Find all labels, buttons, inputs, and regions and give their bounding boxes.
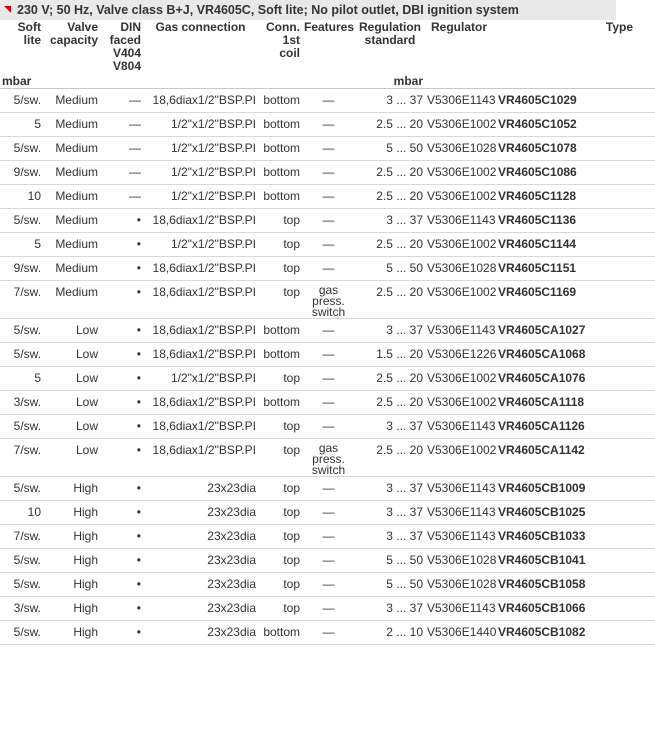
cell-valve-capacity: Medium [43,257,100,281]
cell-features: gas press. switch [302,439,355,477]
cell-regulation-standard: 3 ... 37 [355,319,425,343]
cell-type: VR4605CA1142 [493,439,655,477]
cell-features: — [302,113,355,137]
cell-din-faced: • [100,257,143,281]
cell-type: VR4605CA1126 [493,415,655,439]
cell-soft-lite: 5/sw. [0,137,43,161]
cell-regulator: V5306E1002 [425,367,493,391]
table-row [0,501,655,525]
cell-soft-lite: 7/sw. [0,439,43,477]
unit-soft-lite: mbar [0,74,43,89]
table-row [0,89,655,113]
cell-gas-connection: 1/2"x1/2"BSP.PI [143,113,258,137]
table-row [0,415,655,439]
cell-soft-lite: 5 [0,113,43,137]
cell-regulator: V5306E1143 [425,319,493,343]
cell-gas-connection: 18,6diax1/2"BSP.PI [143,281,258,319]
cell-regulation-standard: 5 ... 50 [355,573,425,597]
cell-features: — [302,209,355,233]
cell-soft-lite: 10 [0,185,43,209]
cell-regulator: V5306E1143 [425,501,493,525]
cell-regulation-standard: 2.5 ... 20 [355,113,425,137]
cell-valve-capacity: Medium [43,137,100,161]
cell-valve-capacity: High [43,477,100,501]
table-row [0,549,655,573]
unit-regulation-standard: mbar [355,74,425,89]
cell-regulation-standard: 2.5 ... 20 [355,367,425,391]
cell-regulation-standard: 3 ... 37 [355,501,425,525]
header-row [0,20,655,74]
cell-valve-capacity: High [43,597,100,621]
units-row [0,74,655,89]
cell-features: — [302,89,355,113]
cell-type: VR4605C1086 [493,161,655,185]
cell-features: — [302,549,355,573]
cell-soft-lite: 5 [0,367,43,391]
cell-soft-lite: 3/sw. [0,597,43,621]
cell-valve-capacity: High [43,501,100,525]
col-header-features: Features [304,20,355,34]
cell-regulation-standard: 2.5 ... 20 [355,161,425,185]
table-row [0,621,655,645]
table-row [0,209,655,233]
cell-features: — [302,415,355,439]
cell-conn-coil: top [258,233,302,257]
cell-type: VR4605CA1118 [493,391,655,415]
cell-gas-connection: 18,6diax1/2"BSP.PI [143,343,258,367]
cell-valve-capacity: Medium [43,209,100,233]
table-row [0,439,655,477]
collapse-triangle-icon[interactable] [4,6,11,13]
cell-features: — [302,257,355,281]
cell-gas-connection: 18,6diax1/2"BSP.PI [143,319,258,343]
cell-din-faced: • [100,439,143,477]
cell-regulator: V5306E1143 [425,415,493,439]
cell-din-faced: • [100,621,143,645]
cell-din-faced: • [100,477,143,501]
caption-text: 230 V; 50 Hz, Valve class B+J, VR4605C, Soft lite; No pilot outlet, DBI ignition system [17,3,519,17]
cell-gas-connection: 23x23dia [143,501,258,525]
cell-regulation-standard: 2.5 ... 20 [355,233,425,257]
cell-din-faced: — [100,161,143,185]
cell-regulator: V5306E1028 [425,257,493,281]
cell-gas-connection: 18,6diax1/2"BSP.PI [143,439,258,477]
cell-din-faced: • [100,343,143,367]
cell-conn-coil: bottom [258,137,302,161]
cell-valve-capacity: Medium [43,113,100,137]
cell-soft-lite: 5/sw. [0,89,43,113]
cell-valve-capacity: High [43,525,100,549]
cell-regulator: V5306E1143 [425,525,493,549]
cell-gas-connection: 23x23dia [143,525,258,549]
cell-gas-connection: 23x23dia [143,549,258,573]
cell-regulation-standard: 3 ... 37 [355,525,425,549]
cell-valve-capacity: Low [43,319,100,343]
cell-features: — [302,233,355,257]
cell-gas-connection: 18,6diax1/2"BSP.PI [143,209,258,233]
cell-regulator: V5306E1143 [425,477,493,501]
cell-din-faced: • [100,319,143,343]
cell-conn-coil: bottom [258,185,302,209]
cell-features: — [302,137,355,161]
cell-din-faced: • [100,209,143,233]
cell-regulator: V5306E1002 [425,391,493,415]
cell-conn-coil: top [258,367,302,391]
cell-regulation-standard: 5 ... 50 [355,137,425,161]
col-header-soft-lite: Soft lite [17,20,41,47]
cell-din-faced: — [100,113,143,137]
cell-din-faced: • [100,367,143,391]
cell-soft-lite: 5/sw. [0,573,43,597]
cell-valve-capacity: Low [43,415,100,439]
cell-regulation-standard: 2 ... 10 [355,621,425,645]
cell-conn-coil: top [258,281,302,319]
cell-regulation-standard: 3 ... 37 [355,89,425,113]
col-header-gas-connection: Gas connection [155,20,246,34]
cell-regulation-standard: 3 ... 37 [355,597,425,621]
cell-regulation-standard: 5 ... 50 [355,257,425,281]
cell-gas-connection: 18,6diax1/2"BSP.PI [143,391,258,415]
cell-type: VR4605CB1025 [493,501,655,525]
cell-soft-lite: 5/sw. [0,549,43,573]
cell-valve-capacity: Low [43,439,100,477]
cell-type: VR4605C1078 [493,137,655,161]
cell-gas-connection: 18,6diax1/2"BSP.PI [143,257,258,281]
cell-valve-capacity: Medium [43,233,100,257]
cell-soft-lite: 5/sw. [0,343,43,367]
cell-conn-coil: bottom [258,343,302,367]
cell-features: — [302,367,355,391]
cell-regulator: V5306E1028 [425,549,493,573]
cell-regulation-standard: 3 ... 37 [355,209,425,233]
cell-type: VR4605CB1033 [493,525,655,549]
cell-conn-coil: bottom [258,319,302,343]
table-row [0,391,655,415]
cell-gas-connection: 1/2"x1/2"BSP.PI [143,185,258,209]
cell-gas-connection: 23x23dia [143,621,258,645]
cell-features: — [302,525,355,549]
cell-features: — [302,477,355,501]
cell-din-faced: • [100,597,143,621]
cell-soft-lite: 3/sw. [0,391,43,415]
cell-soft-lite: 10 [0,501,43,525]
cell-regulator: V5306E1226 [425,343,493,367]
cell-din-faced: • [100,525,143,549]
cell-type: VR4605C1052 [493,113,655,137]
cell-din-faced: • [100,573,143,597]
table-row [0,367,655,391]
cell-features: — [302,621,355,645]
cell-soft-lite: 9/sw. [0,161,43,185]
cell-type: VR4605C1144 [493,233,655,257]
cell-soft-lite: 5/sw. [0,415,43,439]
col-header-valve-capacity: Valve capacity [49,20,98,47]
product-table [0,20,655,645]
cell-soft-lite: 5/sw. [0,209,43,233]
cell-type: VR4605CB1058 [493,573,655,597]
cell-regulation-standard: 3 ... 37 [355,415,425,439]
cell-regulator: V5306E1002 [425,185,493,209]
cell-regulator: V5306E1143 [425,89,493,113]
table-row [0,233,655,257]
cell-soft-lite: 5/sw. [0,319,43,343]
cell-features: gas press. switch [302,281,355,319]
cell-type: VR4605CB1041 [493,549,655,573]
cell-din-faced: • [100,549,143,573]
cell-din-faced: — [100,185,143,209]
cell-conn-coil: top [258,573,302,597]
cell-regulator: V5306E1028 [425,137,493,161]
cell-conn-coil: top [258,525,302,549]
cell-conn-coil: top [258,597,302,621]
cell-soft-lite: 7/sw. [0,525,43,549]
cell-gas-connection: 23x23dia [143,477,258,501]
cell-din-faced: • [100,391,143,415]
cell-regulator: V5306E1440 [425,621,493,645]
cell-conn-coil: bottom [258,113,302,137]
cell-valve-capacity: Low [43,367,100,391]
cell-conn-coil: top [258,501,302,525]
cell-regulator: V5306E1028 [425,573,493,597]
cell-features: — [302,501,355,525]
cell-valve-capacity: High [43,573,100,597]
cell-gas-connection: 23x23dia [143,597,258,621]
cell-regulation-standard: 3 ... 37 [355,477,425,501]
cell-conn-coil: top [258,257,302,281]
cell-regulation-standard: 2.5 ... 20 [355,281,425,319]
cell-regulator: V5306E1002 [425,233,493,257]
table-row [0,137,655,161]
cell-gas-connection: 1/2"x1/2"BSP.PI [143,137,258,161]
cell-din-faced: — [100,137,143,161]
cell-soft-lite: 7/sw. [0,281,43,319]
cell-conn-coil: bottom [258,621,302,645]
table-row [0,185,655,209]
cell-regulator: V5306E1002 [425,439,493,477]
cell-soft-lite: 5 [0,233,43,257]
cell-type: VR4605CA1076 [493,367,655,391]
cell-valve-capacity: Medium [43,161,100,185]
cell-gas-connection: 1/2"x1/2"BSP.PI [143,233,258,257]
cell-regulation-standard: 2.5 ... 20 [355,185,425,209]
cell-valve-capacity: High [43,549,100,573]
cell-valve-capacity: Medium [43,185,100,209]
cell-gas-connection: 1/2"x1/2"BSP.PI [143,367,258,391]
cell-din-faced: • [100,415,143,439]
cell-regulator: V5306E1002 [425,281,493,319]
cell-valve-capacity: Low [43,391,100,415]
cell-conn-coil: bottom [258,391,302,415]
cell-conn-coil: top [258,549,302,573]
cell-type: VR4605CB1082 [493,621,655,645]
cell-soft-lite: 5/sw. [0,621,43,645]
cell-din-faced: — [100,89,143,113]
cell-din-faced: • [100,233,143,257]
cell-gas-connection: 18,6diax1/2"BSP.PI [143,89,258,113]
table-row [0,161,655,185]
cell-din-faced: • [100,501,143,525]
table-caption [0,0,616,20]
cell-conn-coil: top [258,415,302,439]
col-header-regulation-standard: Regulation standard [359,20,421,47]
cell-features: — [302,597,355,621]
table-row [0,573,655,597]
cell-soft-lite: 5/sw. [0,477,43,501]
cell-conn-coil: bottom [258,89,302,113]
cell-gas-connection: 18,6diax1/2"BSP.PI [143,415,258,439]
cell-conn-coil: top [258,209,302,233]
cell-gas-connection: 23x23dia [143,573,258,597]
cell-regulation-standard: 2.5 ... 20 [355,439,425,477]
cell-type: VR4605C1029 [493,89,655,113]
cell-regulator: V5306E1002 [425,161,493,185]
table-row [0,319,655,343]
cell-gas-connection: 1/2"x1/2"BSP.PI [143,161,258,185]
cell-type: VR4605CB1009 [493,477,655,501]
cell-conn-coil: top [258,439,302,477]
cell-valve-capacity: High [43,621,100,645]
cell-valve-capacity: Medium [43,281,100,319]
col-header-type: Type [605,20,633,34]
cell-din-faced: • [100,281,143,319]
cell-type: VR4605CA1068 [493,343,655,367]
col-header-conn-coil: Conn. 1st coil [266,20,300,60]
table-row [0,343,655,367]
cell-regulator: V5306E1002 [425,113,493,137]
cell-regulation-standard: 2.5 ... 20 [355,391,425,415]
cell-type: VR4605C1128 [493,185,655,209]
table-row [0,113,655,137]
cell-type: VR4605C1136 [493,209,655,233]
cell-features: — [302,343,355,367]
cell-regulator: V5306E1143 [425,209,493,233]
table-row [0,257,655,281]
cell-features: — [302,319,355,343]
cell-type: VR4605C1151 [493,257,655,281]
cell-regulator: V5306E1143 [425,597,493,621]
cell-features: — [302,161,355,185]
table-row [0,281,655,319]
table-row [0,525,655,549]
table-row [0,477,655,501]
cell-regulation-standard: 5 ... 50 [355,549,425,573]
table-row [0,597,655,621]
cell-features: — [302,573,355,597]
cell-features: — [302,185,355,209]
cell-soft-lite: 9/sw. [0,257,43,281]
col-header-din-faced: DIN faced V404 V804 [109,20,141,73]
col-header-regulator: Regulator [430,20,487,34]
cell-regulation-standard: 1.5 ... 20 [355,343,425,367]
cell-type: VR4605CA1027 [493,319,655,343]
cell-valve-capacity: Low [43,343,100,367]
cell-conn-coil: top [258,477,302,501]
table-body [0,89,655,645]
cell-conn-coil: bottom [258,161,302,185]
cell-valve-capacity: Medium [43,89,100,113]
cell-features: — [302,391,355,415]
cell-type: VR4605CB1066 [493,597,655,621]
cell-type: VR4605C1169 [493,281,655,319]
